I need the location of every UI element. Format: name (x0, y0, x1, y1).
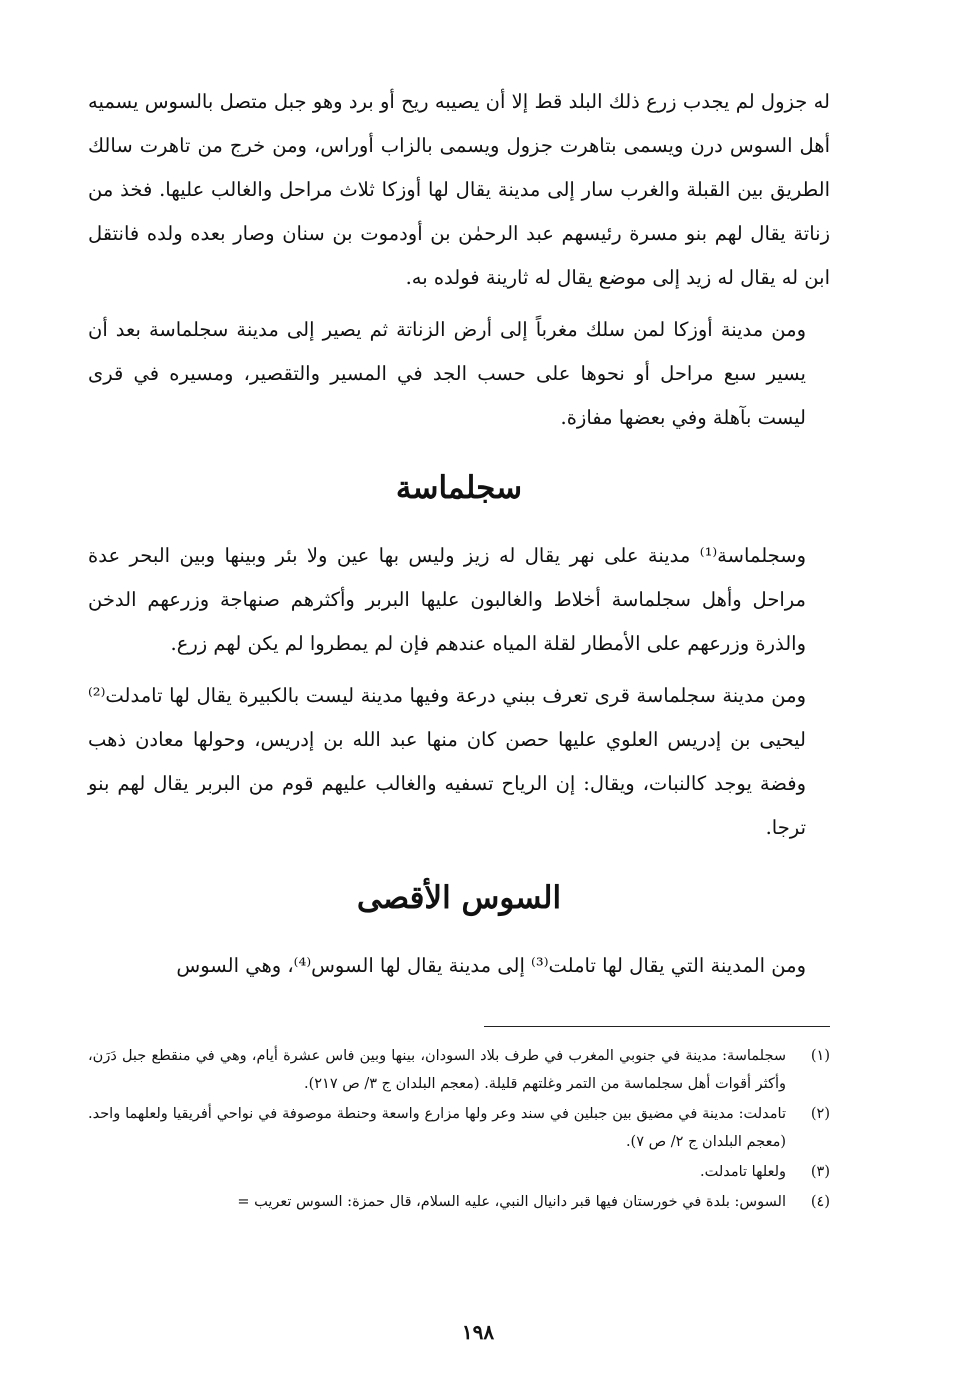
footnote (88, 1100, 830, 1156)
footnote-number: (١) (810, 1048, 830, 1064)
footnotes (88, 1042, 830, 1218)
footnote-text: السوس: بلدة في خورستان فيها قبر دانيال النبي، عليه السلام، قال حمزة: السوس تعريب = (237, 1194, 786, 1210)
footnote-text: ولعلها تامدلت. (699, 1164, 786, 1180)
paragraph: ومن مدينة سجلماسة قرى تعرف ببني درعة وفيها مدينة ليست بالكبيرة يقال لها تامدلت⁽²⁾ ليحيى بن إدريس العلوي عليها حصن كان منها عبد الله بن إدريس، وحولها معادن ذهب وفضة يوجد كالنبات، ويقال: إن الرياح تسفيه والغالب عليهم قوم من البربر يقال لهم بنو ترجا. (88, 684, 806, 839)
paragraph: ومن مدينة أوزكا لمن سلك مغرباً إلى أرض الزناتة ثم يصير إلى مدينة سجلماسة بعد أن يسير سبع مراحل أو نحوها على حسب الجد في المسير والتقصير، ومسيره في قرى ليست بآهلة وفي بعضها مفازة. (88, 318, 806, 429)
section-heading-sijilmasa: سجلماسة (395, 470, 523, 506)
footnote-number: (٢) (810, 1106, 830, 1122)
section-heading-sus-al-aqsa: السوس الأقصى (356, 880, 562, 916)
paragraph: وسجلماسة⁽¹⁾ مدينة على نهر يقال له زيز وليس بها عين ولا بئر وبينها وبين البحر عدة مراحل وأهل سجلماسة أخلاط والغالبون عليها البربر وأكثرهم صنهاجة وزرعهم الدخن والذرة وزرعهم على الأمطار لقلة المياه عندهم فإن لم يمطروا لم يكن لهم زرع. (88, 544, 806, 655)
main-text (88, 80, 830, 996)
footnote-text: تامدلت: مدينة في مضيق بين جبلين في سند وعر ولها مزارع واسعة وحنطة موصوفة في نواحي أفريقيا ولعلهما واحد. (معجم البلدان ج ٢/ ص ٧). (88, 1106, 786, 1150)
paragraph: له جزول لم يجدب زرع ذلك البلد قط إلا أن يصيبه ريح أو برد وهو جبل متصل بالسوس يسميه أهل السوس درن ويسمى بتاهرت جزول ويسمى بالزاب أوراس، ومن خرج من تاهرت سالك الطريق بين القبلة والغرب سار إلى مدينة يقال لها أوزكا ثلاث مراحل والغالب عليها. فخذ من زناتة يقال لهم بنو مسرة رئيسهم عبد الرحمٰن بن أودموت بن سنان وصار بعده ولده فانتقل ابن له يقال له زيد إلى موضع يقال له ثارينة فولده به. (88, 90, 830, 289)
footnote (88, 1188, 830, 1216)
paragraph: ومن المدينة التي يقال لها تاملت⁽³⁾ إلى مدينة يقال لها السوس⁽⁴⁾، وهي السوس (176, 954, 806, 977)
footnote-text: سجلماسة: مدينة في جنوبي المغرب في طرف بلاد السودان، بينها وبين فاس عشرة أيام، وهي في منقطع جبل دَرَن، وأكثر أقوات أهل سجلماسة من التمر وغلتهم قليلة. (معجم البلدان ج ٣/ ص ٢١٧). (88, 1048, 786, 1092)
page-number: ١٩٨ (461, 1320, 495, 1344)
footnote (88, 1158, 830, 1186)
footnote (88, 1042, 830, 1098)
footnote-separator (484, 1026, 830, 1027)
footnote-number: (٣) (810, 1164, 830, 1180)
footnote-number: (٤) (810, 1194, 830, 1210)
